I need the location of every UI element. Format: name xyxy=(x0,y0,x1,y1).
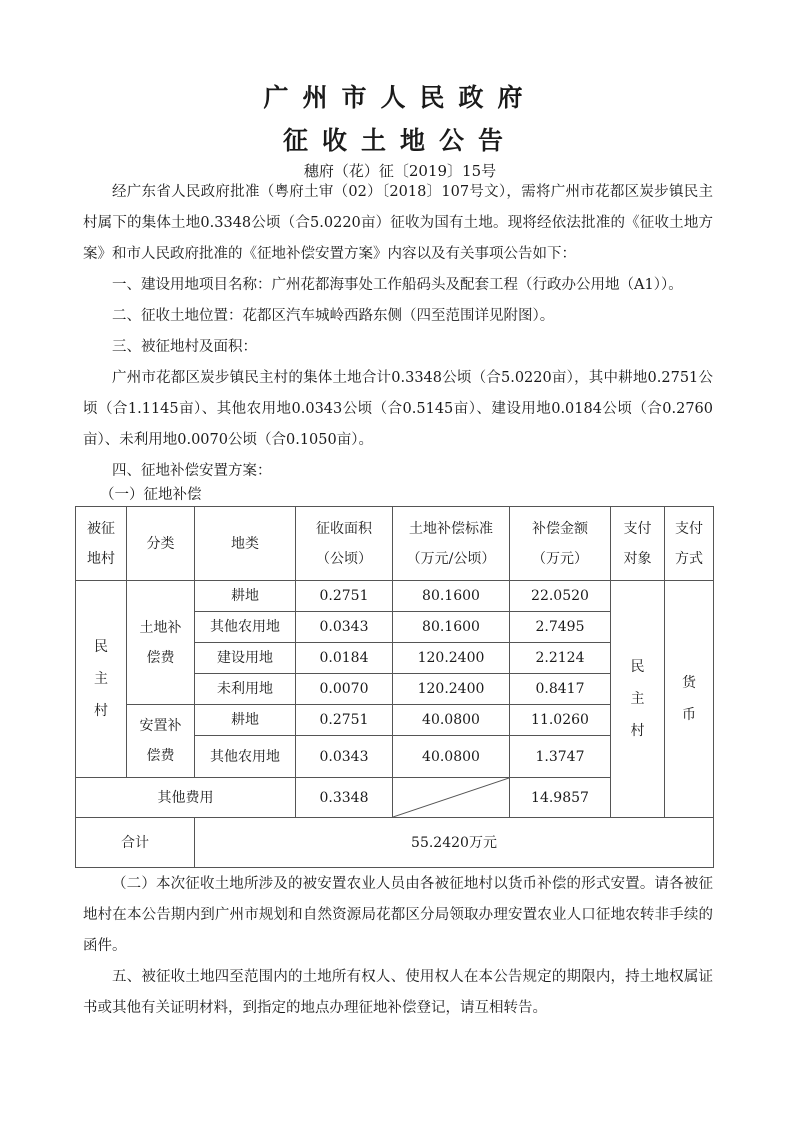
category-cell: 安置补偿费 xyxy=(127,705,195,778)
land-type-cell: 建设用地 xyxy=(195,643,296,674)
total-value: 55.2420万元 xyxy=(195,818,714,868)
header-land-type: 地类 xyxy=(195,507,296,581)
area-cell: 0.0184 xyxy=(296,643,393,674)
section-4-sub2: （二）本次征收土地所涉及的被安置农业人员由各被征地村以货币补偿的形式安置。请各被征地村在本公告期内到广州市规划和自然资源局花都区分局领取办理安置农业人口征地农转非手续的函件。 xyxy=(83,876,713,954)
header-area: 征收面积 （公顷） xyxy=(296,507,393,581)
method-cell: 货币 xyxy=(665,581,714,818)
intro-paragraph: 经广东省人民政府批准（粤府土审（02）〔2018〕107号文），需将广州市花都区炭步镇民主村属下的集体土地0.3348公顷（合5.0220亩）征收为国有土地。现将经依法批准的《征收土地方案》和市人民政府批准的《征地补偿安置方案》内容以及有关事项公告如下： xyxy=(83,184,713,262)
area-cell: 0.0343 xyxy=(296,612,393,643)
standard-cell: 120.2400 xyxy=(393,674,510,705)
table-header-row xyxy=(76,507,714,581)
amount-cell: 2.7495 xyxy=(510,612,611,643)
standard-cell: 40.0800 xyxy=(393,736,510,778)
land-type-cell: 其他农用地 xyxy=(195,612,296,643)
standard-cell: 40.0800 xyxy=(393,705,510,736)
total-label: 合计 xyxy=(76,818,195,868)
land-type-cell: 耕地 xyxy=(195,705,296,736)
section-1: 一、建设用地项目名称：广州花都海事处工作船码头及配套工程（行政办公用地（A1））。 xyxy=(112,277,683,293)
amount-cell: 1.3747 xyxy=(510,736,611,778)
category-cell: 土地补偿费 xyxy=(127,581,195,705)
standard-cell: 120.2400 xyxy=(393,643,510,674)
area-cell: 0.0343 xyxy=(296,736,393,778)
diagonal-empty-cell xyxy=(393,778,510,818)
other-fees-amount: 14.9857 xyxy=(510,778,611,818)
section-4-sub1: （一）征地补偿 xyxy=(100,487,202,503)
header-method: 支付方式 xyxy=(665,507,714,581)
total-row xyxy=(76,818,714,868)
other-fees-area: 0.3348 xyxy=(296,778,393,818)
payee-cell: 民主村 xyxy=(611,581,665,818)
amount-cell: 22.0520 xyxy=(510,581,611,612)
header-category: 分类 xyxy=(127,507,195,581)
area-cell: 0.2751 xyxy=(296,581,393,612)
section-4-title: 四、征地补偿安置方案： xyxy=(112,463,272,479)
amount-cell: 2.2124 xyxy=(510,643,611,674)
section-3-body: 广州市花都区炭步镇民主村的集体土地合计0.3348公顷（合5.0220亩），其中耕地0.2751公顷（合1.1145亩）、其他农用地0.0343公顷（合0.5145亩）、建设用地0.0184公顷（合0.2760亩）、未利用地0.0070公顷（合0.1050亩）。 xyxy=(83,370,713,448)
amount-cell: 0.8417 xyxy=(510,674,611,705)
land-type-cell: 其他农用地 xyxy=(195,736,296,778)
standard-cell: 80.1600 xyxy=(393,581,510,612)
header-amount: 补偿金额 （万元） xyxy=(510,507,611,581)
village-cell: 民主村 xyxy=(76,581,127,778)
standard-cell: 80.1600 xyxy=(393,612,510,643)
section-2: 二、征收土地位置：花都区汽车城岭西路东侧（四至范围详见附图）。 xyxy=(112,308,555,324)
issuer-title: 广州市人民政府 xyxy=(263,83,537,112)
section-5: 五、被征收土地四至范围内的土地所有权人、使用权人在本公告规定的期限内，持土地权属证书或其他有关证明材料，到指定的地点办理征地补偿登记，请互相转告。 xyxy=(83,969,713,1016)
document-number: 穗府（花）征〔2019〕15号 xyxy=(303,162,497,180)
header-payee: 支付对象 xyxy=(611,507,665,581)
amount-cell: 11.0260 xyxy=(510,705,611,736)
area-cell: 0.2751 xyxy=(296,705,393,736)
notice-title: 征收土地公告 xyxy=(282,126,517,155)
other-fees-label: 其他费用 xyxy=(76,778,296,818)
compensation-table xyxy=(75,506,714,868)
land-type-cell: 未利用地 xyxy=(195,674,296,705)
area-cell: 0.0070 xyxy=(296,674,393,705)
table-row xyxy=(76,581,714,612)
section-3-title: 三、被征地村及面积： xyxy=(112,339,257,355)
land-type-cell: 耕地 xyxy=(195,581,296,612)
header-village: 被征地村 xyxy=(76,507,127,581)
header-standard: 土地补偿标准 （万元/公顷） xyxy=(393,507,510,581)
